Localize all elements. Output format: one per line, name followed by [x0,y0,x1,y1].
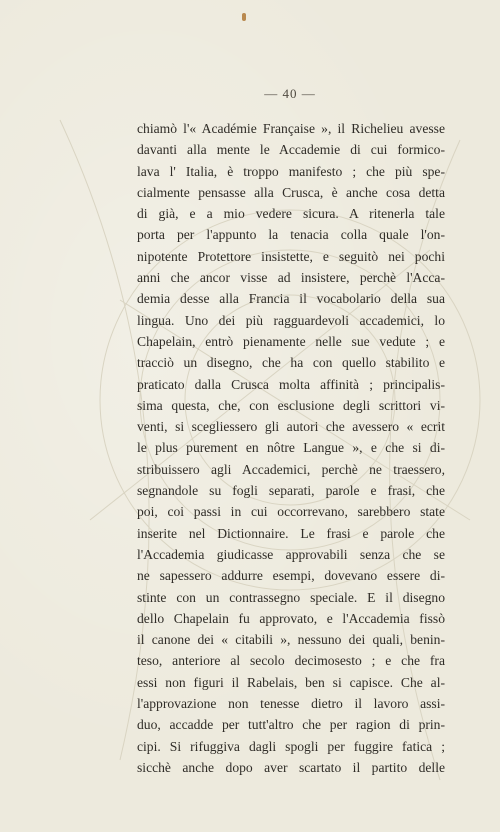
text-line: il canone dei « citabili », nessuno dei quali, benin- [137,632,445,648]
ink-mark [242,13,246,21]
text-line: l'Accademia giudicasse approvabili senza che se [137,546,445,562]
text-line: stribuissero agli Accademici, perchè ne traessero, [137,461,445,477]
body-text [137,118,445,778]
text-line: praticato dalla Crusca molta affinità ; principalis- [137,376,445,392]
text-line: duo, accadde per tutt'altro che per ragion di prin- [137,717,445,733]
text-line: tracciò un disegno, che ha con quello stabilito e [137,355,445,371]
page-number: — 40 — [264,86,316,101]
text-line: segnandole su fogli separati, parole e frasi, che [137,483,445,499]
text-line: venti, si scegliessero gli autori che avessero « ecrit [137,419,445,435]
text-line: teso, anteriore al secolo decimosesto ; e che fra [137,653,445,669]
text-line: sima questa, che, con esclusione degli scrittori vi- [137,397,445,413]
text-line: l'approvazione non tenesse dietro il lavoro assi- [137,696,445,712]
text-line: di già, e a mio vedere sicura. A ritenerla tale [137,206,445,222]
text-line: Chapelain, entrò pienamente nelle sue vedute ; e [137,333,445,349]
text-line: anni che ancor visse ad insistere, perchè l'Acca- [137,270,445,286]
text-line: cialmente pensasse alla Crusca, è anche cosa detta [137,184,445,200]
text-line: dello Chapelain fu approvato, e l'Accademia fissò [137,610,445,626]
text-line: lingua. Uno dei più ragguardevoli accademici, lo [137,312,445,328]
text-line: poi, coi passi in cui occorrevano, sarebbero state [137,504,445,520]
text-line: stinte con un contrassegno speciale. E il disegno [137,589,445,605]
text-line: davanti alla mente le Accademie di cui formico- [137,142,445,158]
text-line: sicchè anche dopo aver scartato il partito delle [137,759,445,775]
text-line: essi non figuri il Rabelais, ben si capisce. Che al- [137,674,445,690]
text-line: inserite nel Dictionnaire. Le frasi e parole che [137,525,445,541]
text-line: porta per l'appunto la tenacia colla quale l'on- [137,227,445,243]
text-line: ne sapessero addurre esempi, dovevano essere di- [137,568,445,584]
text-line: chiamò l'« Académie Française », il Richelieu avesse [137,121,445,136]
text-line: nipotente Protettore insistette, e seguitò nei pochi [137,248,445,264]
text-line: demia desse alla Francia il vocabolario della sua [137,291,445,307]
text-line: le plus purement en nôtre Langue », e che si di- [137,440,445,456]
text-line: lava l' Italia, è troppo manifesto ; che più spe- [137,163,445,179]
text-line: cipi. Si rifuggiva dagli spogli per fuggire fatica ; [137,738,445,754]
